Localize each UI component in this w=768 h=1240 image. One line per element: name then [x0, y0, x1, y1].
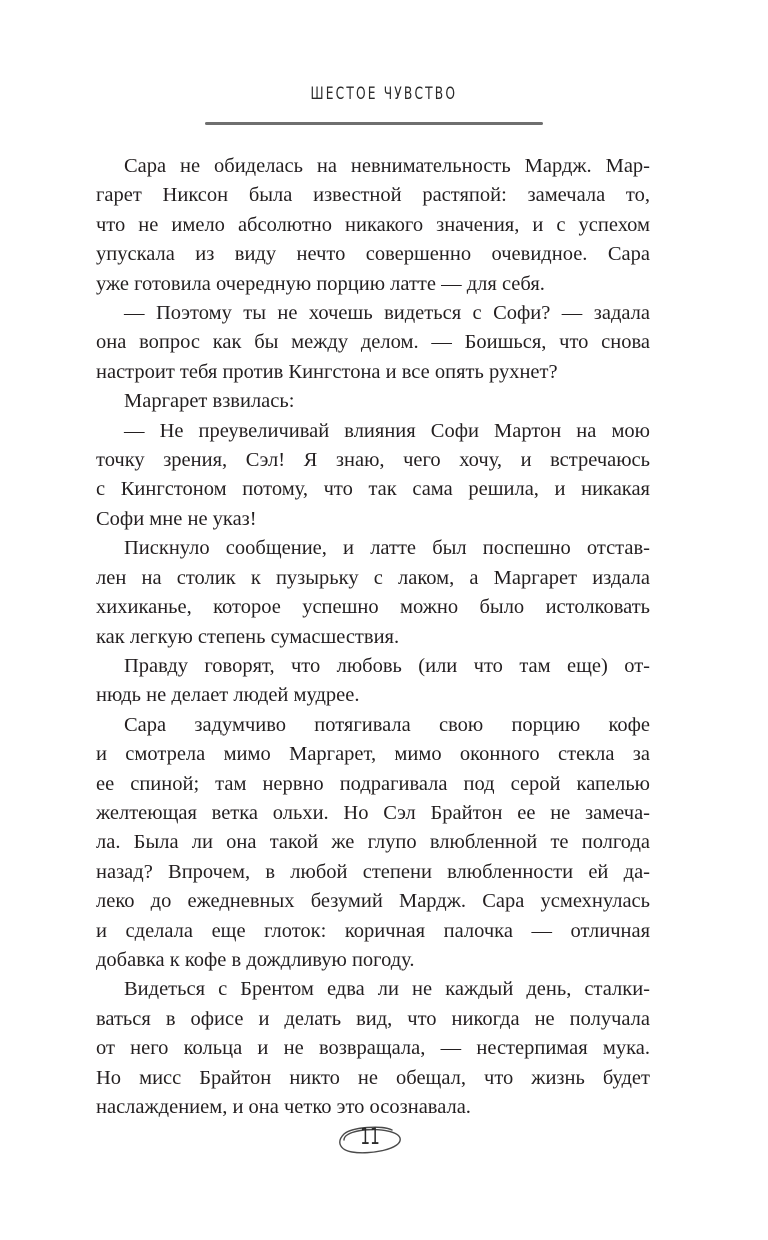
text-line: ла. Была ли она такой же глупо влюбленной те полгода — [96, 831, 650, 854]
text-line: ваться в офисе и делать вид, что никогда не получала — [96, 1007, 650, 1030]
text-line: Сара не обиделась на невнимательность Мардж. Мар- — [124, 155, 650, 177]
paragraph — [96, 652, 650, 711]
text-line: Маргарет взвилась: — [124, 390, 295, 413]
text-line: упускала из виду нечто совершенно очевидное. Сара — [96, 243, 650, 266]
text-line: и сделала еще глоток: коричная палочка — отличная — [96, 919, 650, 942]
paragraph — [96, 975, 650, 1122]
text-line: нюдь не делает людей мудрее. — [96, 684, 360, 707]
text-line: Но мисс Брайтон никто не обещал, что жизнь будет — [96, 1066, 650, 1089]
text-line: уже готовила очередную порцию латте — для себя. — [96, 272, 545, 295]
text-line: желтеющая ветка ольхи. Но Сэл Брайтон ее не замеча- — [96, 801, 650, 824]
text-line: ее спиной; там нервно подрагивала под серой капелью — [96, 772, 650, 795]
paragraph — [96, 299, 650, 387]
paragraph — [96, 387, 650, 416]
paragraph — [96, 711, 650, 976]
text-line: Правду говорят, что любовь (или что там еще) от- — [124, 654, 650, 677]
text-line: Пискнуло сообщение, и латте был поспешно отстав- — [124, 537, 650, 560]
text-line: лен на столик к пузырьку с лаком, а Маргарет издала — [96, 566, 650, 589]
text-line: леко до ежедневных безумий Мардж. Сара усмехнулась — [96, 890, 650, 913]
page-number: 11 — [360, 1125, 380, 1150]
text-line: наслаждением, и она четко это осознавала. — [96, 1096, 471, 1118]
text-line: Сара задумчиво потягивала свою порцию кофе — [124, 713, 650, 736]
paragraph — [96, 534, 650, 652]
body-text — [96, 152, 650, 1122]
text-line: Видеться с Брентом едва ли не каждый день, сталки- — [124, 978, 650, 1001]
paragraph — [96, 417, 650, 535]
text-line: и смотрела мимо Маргарет, мимо оконного стекла за — [96, 743, 650, 766]
running-title: ШЕСТОЕ ЧУВСТВО — [310, 84, 458, 104]
text-line: с Кингстоном потому, что так сама решила, и никакая — [96, 478, 650, 501]
text-line: гарет Никсон была известной растяпой: замечала то, — [96, 184, 650, 207]
text-line: от него кольца и не возвращала, — нестерпимая мука. — [96, 1037, 650, 1060]
text-line: она вопрос как бы между делом. — Боишься, что снова — [96, 331, 650, 354]
header-rule — [205, 122, 543, 125]
text-line: назад? Впрочем, в любой степени влюбленности ей да- — [96, 860, 650, 883]
text-line: Софи мне не указ! — [96, 507, 257, 530]
text-line: как легкую степень сумасшествия. — [96, 625, 400, 648]
text-line: настроит тебя против Кингстона и все опять рухнет? — [96, 360, 558, 383]
text-line: хихиканье, которое успешно можно было истолковать — [96, 596, 650, 619]
paragraph — [96, 152, 650, 299]
page-folio — [330, 1118, 410, 1162]
text-line: точку зрения, Сэл! Я знаю, чего хочу, и встречаюсь — [96, 449, 650, 472]
text-line: — Поэтому ты не хочешь видеться с Софи? — задала — [124, 302, 650, 325]
text-line: — Не преувеличивай влияния Софи Мартон на мою — [124, 419, 650, 442]
text-line: что не имело абсолютно никакого значения, и с успехом — [96, 213, 650, 236]
text-line: добавка к кофе в дождливую погоду. — [96, 948, 415, 971]
running-header — [0, 84, 768, 104]
